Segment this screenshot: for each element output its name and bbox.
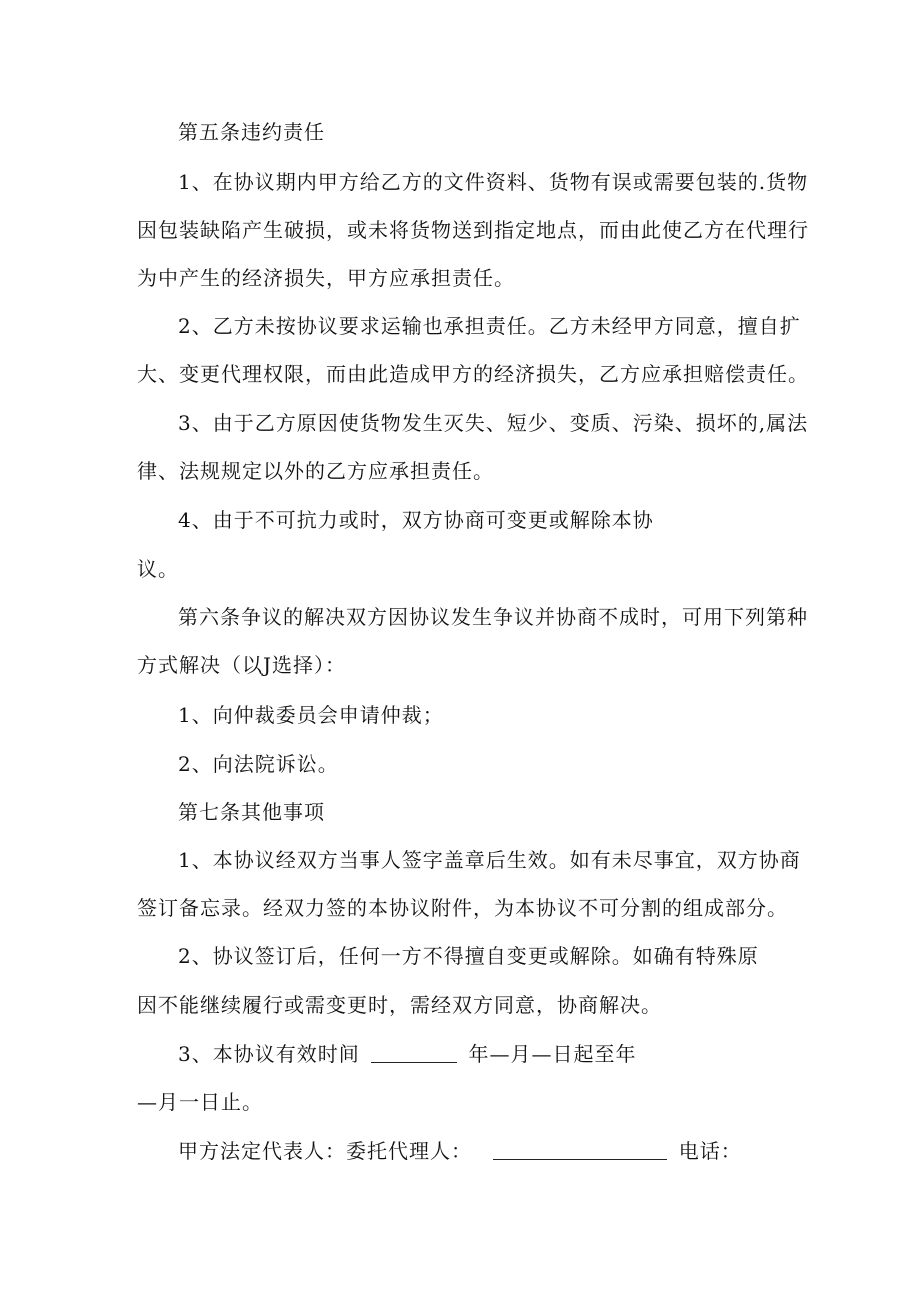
article6-intro-line2: 方式解决（以J选择）： — [137, 653, 347, 677]
article5-title: 第五条违约责任 — [178, 120, 325, 144]
article6-intro-line1: 第六条争议的解决双方因协议发生争议并协商不成时，可用下列第种 — [178, 605, 808, 629]
article7-p1-line1: 1、本协议经双方当事人签字盖章后生效。如有未尽事宜，双方协商 — [178, 848, 801, 872]
signature-label: 甲方法定代表人：委托代理人： — [178, 1139, 472, 1163]
validity-blank — [371, 1044, 457, 1063]
phone-label: 电话： — [678, 1139, 742, 1163]
article7-p2-line1: 2、协议签订后，任何一方不得擅自变更或解除。如确有特殊原 — [178, 944, 759, 968]
signature-line — [178, 1139, 742, 1163]
article7-p2-line2: 因不能继续履行或需变更时，需经双方同意，协商解决。 — [137, 993, 662, 1017]
article5-p2-line2: 大、变更代理权限，而由此造成甲方的经济损失，乙方应承担赔偿责任。 — [137, 362, 809, 386]
article5-p2-line1: 2、乙方未按协议要求运输也承担责任。乙方未经甲方同意，擅自扩 — [178, 314, 801, 338]
article6-option2: 2、向法院诉讼。 — [178, 752, 339, 776]
article5-p4-line2: 议。 — [137, 557, 179, 581]
article5-p3-line1: 3、由于乙方原因使货物发生灭失、短少、变质、污染、损坏的,属法 — [178, 411, 809, 435]
validity-label: 3、本协议有效时间 — [178, 1042, 360, 1066]
article7-title: 第七条其他事项 — [178, 800, 325, 824]
article5-p3-line2: 律、法规规定以外的乙方应承担责任。 — [137, 459, 494, 483]
article5-p1-line3: 为中产生的经济损失，甲方应承担责任。 — [137, 266, 515, 290]
article7-p3-line1 — [178, 1042, 636, 1066]
article5-p4-line1: 4、由于不可抗力或时，双方协商可变更或解除本协 — [178, 508, 654, 532]
validity-date-text: 年—月—日起至年 — [468, 1042, 637, 1066]
agent-blank — [493, 1141, 667, 1160]
article5-p1-line1: 1、在协议期内甲方给乙方的文件资料、货物有误或需要包装的.货物 — [178, 170, 809, 194]
article7-p3-line2: —月一日止。 — [137, 1090, 263, 1114]
article6-option1: 1、向仲裁委员会申请仲裁； — [178, 703, 444, 727]
article7-p1-line2: 签订备忘录。经双力签的本协议附件，为本协议不可分割的组成部分。 — [137, 896, 788, 920]
article5-p1-line2: 因包装缺陷产生破损，或未将货物送到指定地点，而由此使乙方在代理行 — [137, 218, 809, 242]
